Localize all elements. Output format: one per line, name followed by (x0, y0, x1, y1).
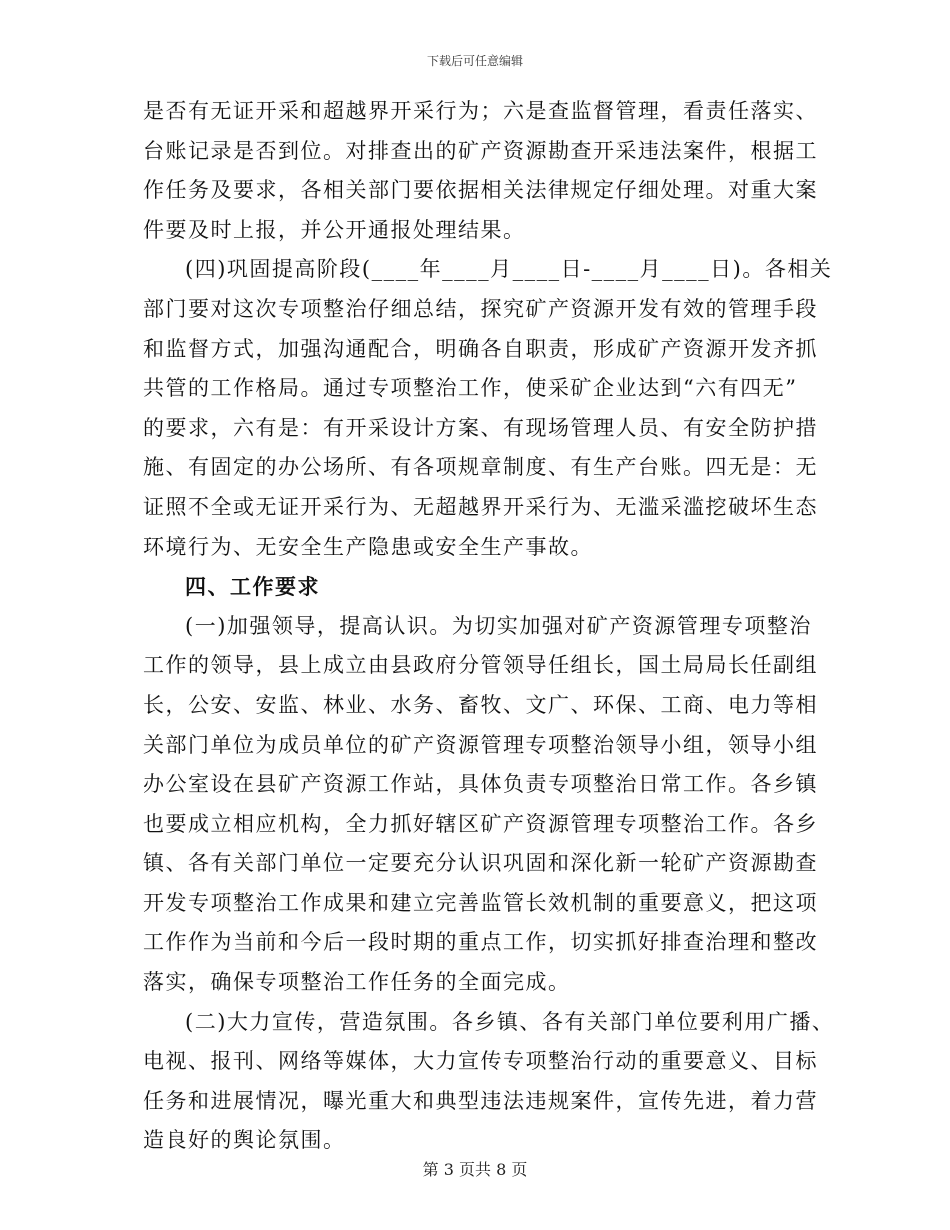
text-line: 部门要对这次专项整治仔细总结，探究矿产资源开发有效的管理手段 (143, 296, 818, 321)
page-header: 下载后可任意编辑 (426, 54, 523, 68)
text-line: 是否有无证开采和超越界开采行为；六是查监督管理，看责任落实、 (143, 99, 818, 123)
text-line: 工作的领导，县上成立由县政府分管领导任组长，国土局局长任副组 (143, 653, 818, 678)
text-line: 施、有固定的办公场所、有各项规章制度、有生产台账。四无是：无 (143, 455, 818, 480)
document-body (143, 92, 835, 1161)
page-footer: 第 3 页共 8 页 (422, 1160, 528, 1179)
text-line: (二)大力宣传，营造氛围。各乡镇、各有关部门单位要利用广播、 (185, 1009, 835, 1034)
text-line: 共管的工作格局。通过专项整治工作，使采矿企业达到“六有四无” (143, 376, 798, 401)
text-line: (一)加强领导，提高认识。为切实加强对矿产资源管理专项整治 (185, 613, 812, 638)
text-line: 工作作为当前和今后一段时期的重点工作，切实抓好排查治理和整改 (143, 930, 818, 955)
text-line: 电视、报刊、网络等媒体，大力宣传专项整治行动的重要意义、目标 (143, 1049, 818, 1074)
text-line: 也要成立相应机构，全力抓好辖区矿产资源管理专项整治工作。各乡 (143, 811, 818, 836)
text-line: 任务和进展情况，曝光重大和典型违法违规案件，宣传先进，着力营 (143, 1088, 818, 1113)
text-line: 环境行为、无安全生产隐患或安全生产事故。 (143, 534, 593, 559)
text-line: 和监督方式，加强沟通配合，明确各自职责，形成矿产资源开发齐抓 (143, 336, 818, 361)
text-line: (四)巩固提高阶段(____年____月____日-____月____日)。各相关 (185, 257, 833, 282)
text-line: 镇、各有关部门单位一定要充分认识巩固和深化新一轮矿产资源勘查 (143, 851, 818, 876)
text-line: 台账记录是否到位。对排查出的矿产资源勘查开采违法案件，根据工 (143, 138, 818, 163)
text-line: 办公室设在县矿产资源工作站，具体负责专项整治日常工作。各乡镇 (143, 772, 818, 797)
text-line: 的要求，六有是：有开采设计方案、有现场管理人员、有安全防护措 (143, 415, 818, 440)
text-line: 作任务及要求，各相关部门要依据相关法律规定仔细处理。对重大案 (143, 178, 818, 203)
text-line: 落实，确保专项整治工作任务的全面完成。 (143, 970, 571, 995)
section-heading: 四、工作要求 (185, 574, 320, 600)
text-line: 造良好的舆论氛围。 (143, 1128, 346, 1153)
text-line: 关部门单位为成员单位的矿产资源管理专项整治领导小组，领导小组 (143, 732, 818, 757)
text-line: 证照不全或无证开采行为、无超越界开采行为、无滥采滥挖破坏生态 (143, 494, 818, 519)
text-line: 开发专项整治工作成果和建立完善监管长效机制的重要意义，把这项 (143, 890, 818, 915)
text-line: 件要及时上报，并公开通报处理结果。 (143, 217, 526, 242)
text-line: 长，公安、安监、林业、水务、畜牧、文广、环保、工商、电力等相 (143, 692, 818, 717)
